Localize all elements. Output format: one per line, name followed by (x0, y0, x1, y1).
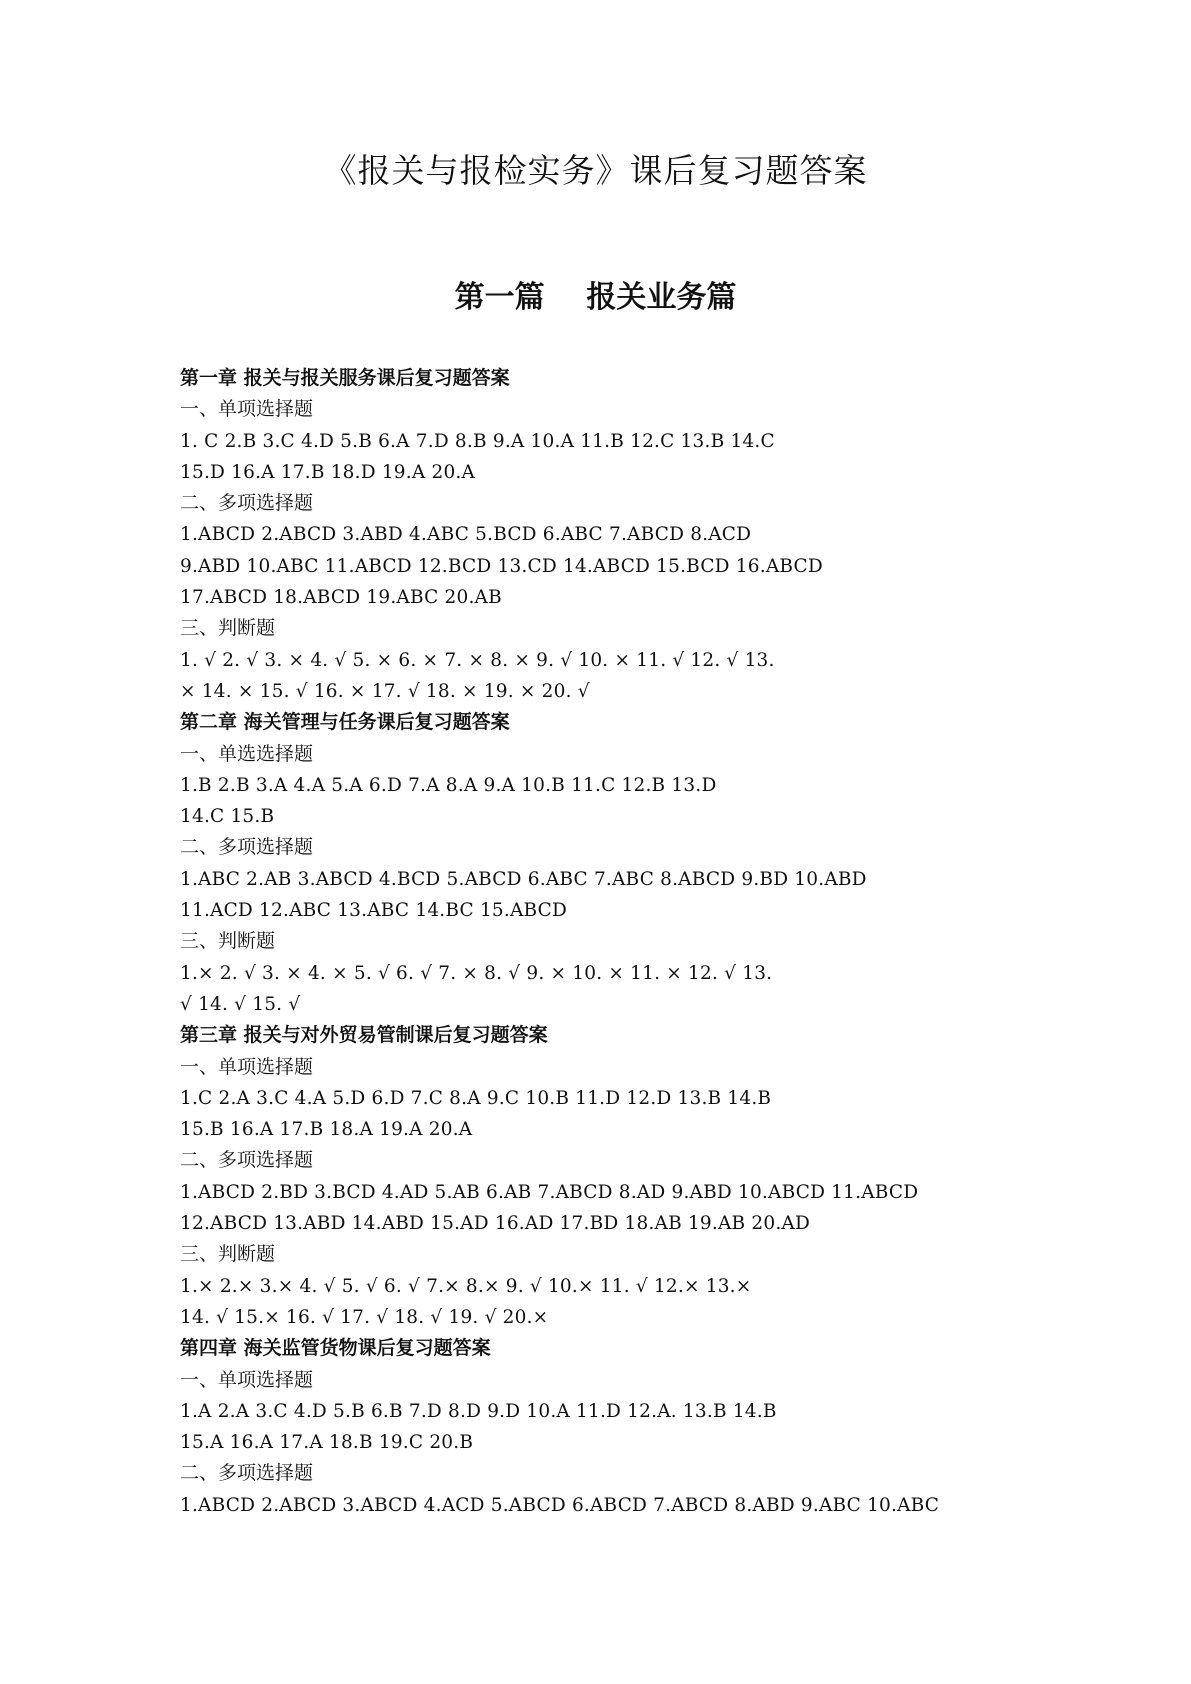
answer-line: 15.B 16.A 17.B 18.A 19.A 20.A (180, 1119, 473, 1141)
answer-line: 14.C 15.B (180, 806, 275, 828)
section-heading: 一、单项选择题 (180, 398, 314, 421)
section-heading: 一、单选选择题 (180, 742, 314, 765)
answer-line: 15.A 16.A 17.A 18.B 19.C 20.B (180, 1432, 474, 1454)
answer-line: 1. √ 2. √ 3. × 4. √ 5. × 6. × 7. × 8. × 9. √ 10. × 11. √ 12. √ 13. (180, 649, 775, 671)
section-heading: 二、多项选择题 (180, 492, 314, 515)
answer-line: 11.ACD 12.ABC 13.ABC 14.BC 15.ABCD (180, 900, 568, 922)
chapter-heading: 第四章 海关监管货物课后复习题答案 (180, 1337, 491, 1360)
section-heading: 二、多项选择题 (180, 836, 314, 859)
answer-line: 1.A 2.A 3.C 4.D 5.B 6.B 7.D 8.D 9.D 10.A 11.D 12.A. 13.B 14.B (180, 1400, 777, 1422)
section-heading: 一、单项选择题 (180, 1055, 314, 1078)
answer-line: 9.ABD 10.ABC 11.ABCD 12.BCD 13.CD 14.ABCD 15.BCD 16.ABCD (180, 555, 823, 577)
section-heading: 一、单项选择题 (180, 1368, 314, 1391)
answer-line: 1.× 2.× 3.× 4. √ 5. √ 6. √ 7.× 8.× 9. √ 10.× 11. √ 12.× 13.× (180, 1275, 752, 1297)
answer-line: 1.B 2.B 3.A 4.A 5.A 6.D 7.A 8.A 9.A 10.B 11.C 12.B 13.D (180, 774, 717, 796)
chapter-heading: 第二章 海关管理与任务课后复习题答案 (180, 711, 510, 734)
answer-line: 1. C 2.B 3.C 4.D 5.B 6.A 7.D 8.B 9.A 10.A 11.B 12.C 13.B 14.C (180, 430, 775, 452)
answers-content (180, 363, 1020, 1521)
answer-line: × 14. × 15. √ 16. × 17. √ 18. × 19. × 20. √ (180, 680, 590, 702)
answer-line: 1.ABC 2.AB 3.ABCD 4.BCD 5.ABCD 6.ABC 7.ABC 8.ABCD 9.BD 10.ABD (180, 868, 867, 890)
answer-line: 1.ABCD 2.ABCD 3.ABD 4.ABC 5.BCD 6.ABC 7.ABCD 8.ACD (180, 524, 752, 546)
section-heading: 三、判断题 (180, 930, 276, 953)
answer-line: 12.ABCD 13.ABD 14.ABD 15.AD 16.AD 17.BD 18.AB 19.AB 20.AD (180, 1213, 811, 1235)
section-heading: 三、判断题 (180, 617, 276, 640)
part-title: 第一篇 报关业务篇 (454, 280, 737, 315)
section-heading: 二、多项选择题 (180, 1462, 314, 1485)
section-heading: 三、判断题 (180, 1243, 276, 1266)
document-title: 《报关与报检实务》课后复习题答案 (323, 151, 868, 190)
chapter-heading: 第三章 报关与对外贸易管制课后复习题答案 (180, 1024, 548, 1047)
answer-line: 1.C 2.A 3.C 4.A 5.D 6.D 7.C 8.A 9.C 10.B 11.D 12.D 13.B 14.B (180, 1087, 772, 1109)
answer-line: 17.ABCD 18.ABCD 19.ABC 20.AB (180, 587, 502, 609)
answer-line: 1.× 2. √ 3. × 4. × 5. √ 6. √ 7. × 8. √ 9. × 10. × 11. × 12. √ 13. (180, 962, 773, 984)
answer-line: 1.ABCD 2.BD 3.BCD 4.AD 5.AB 6.AB 7.ABCD 8.AD 9.ABD 10.ABCD 11.ABCD (180, 1181, 919, 1203)
section-heading: 二、多项选择题 (180, 1149, 314, 1172)
answer-line: 1.ABCD 2.ABCD 3.ABCD 4.ACD 5.ABCD 6.ABCD 7.ABCD 8.ABD 9.ABC 10.ABC (180, 1494, 940, 1516)
chapter-heading: 第一章 报关与报关服务课后复习题答案 (180, 367, 510, 389)
answer-line: 15.D 16.A 17.B 18.D 19.A 20.A (180, 461, 476, 483)
answer-line: 14. √ 15.× 16. √ 17. √ 18. √ 19. √ 20.× (180, 1306, 549, 1328)
answer-line: √ 14. √ 15. √ (180, 993, 301, 1015)
